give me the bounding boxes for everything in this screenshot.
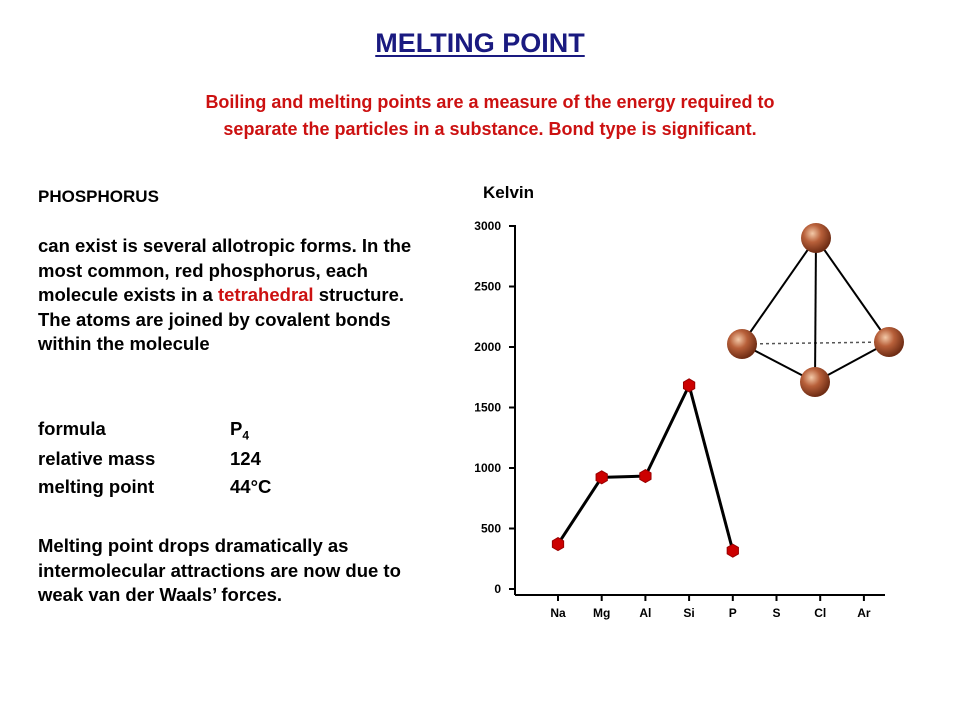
formula-symbol: P [230, 418, 243, 439]
property-label: melting point [38, 476, 155, 497]
y-tick-label: 2000 [474, 340, 501, 354]
property-value: 44°C [230, 476, 272, 497]
y-ticks [474, 219, 515, 596]
phosphorus-atom [874, 327, 904, 357]
bond [742, 238, 816, 344]
y-tick-label: 3000 [474, 219, 501, 233]
formula-subscript: 4 [242, 428, 250, 443]
data-point [727, 544, 738, 557]
data-point [552, 538, 563, 551]
property-label: relative mass [38, 448, 156, 469]
description-highlight: tetrahedral [217, 284, 314, 305]
section-heading: PHOSPHORUS [38, 187, 159, 206]
bond [815, 238, 816, 382]
series-line [558, 385, 733, 550]
phosphorus-atom [727, 329, 757, 359]
description-text-end: structure. The atoms are joined by covalent bonds within the molecule [38, 284, 405, 354]
series-group [552, 379, 738, 557]
data-point [683, 379, 694, 392]
phosphorus-atom [800, 367, 830, 397]
subtitle-line-1: Boiling and melting points are a measure of the energy required to [205, 92, 775, 112]
page-title: MELTING POINT [375, 28, 585, 58]
y-tick-label: 500 [480, 521, 501, 536]
y-tick-label: 1000 [474, 461, 501, 475]
property-value: 124 [230, 448, 261, 469]
y-axis-label: Kelvin [483, 183, 535, 202]
x-tick-label: Na [550, 606, 566, 620]
property-label: formula [38, 418, 106, 439]
x-tick-label: P [728, 606, 737, 620]
x-tick-label: Al [639, 606, 652, 620]
phosphorus-atom [801, 223, 831, 253]
subtitle-line-2: separate the particles in a substance. Bond type is significant. [223, 119, 757, 139]
y-tick-label: 0 [494, 582, 501, 596]
x-ticks [550, 595, 871, 620]
y-tick-label: 1500 [474, 400, 501, 415]
y-tick-label: 2500 [474, 279, 501, 294]
x-tick-label: Ar [857, 606, 871, 620]
bond [816, 238, 889, 342]
x-tick-label: Cl [814, 606, 827, 620]
x-tick-label: Mg [593, 606, 611, 620]
x-tick-label: S [772, 606, 781, 620]
data-point [640, 470, 651, 483]
tetrahedron-illustration [727, 223, 904, 397]
x-tick-label: Si [683, 606, 695, 620]
description-text-start: can exist is several allotropic forms. In the most common, red phosphorus, each molecule exists in a [38, 235, 412, 305]
note-text: Melting point drops dramatically as intermolecular attractions are now due to weak van der Waals’ forces. [38, 535, 401, 605]
data-point [596, 471, 607, 484]
